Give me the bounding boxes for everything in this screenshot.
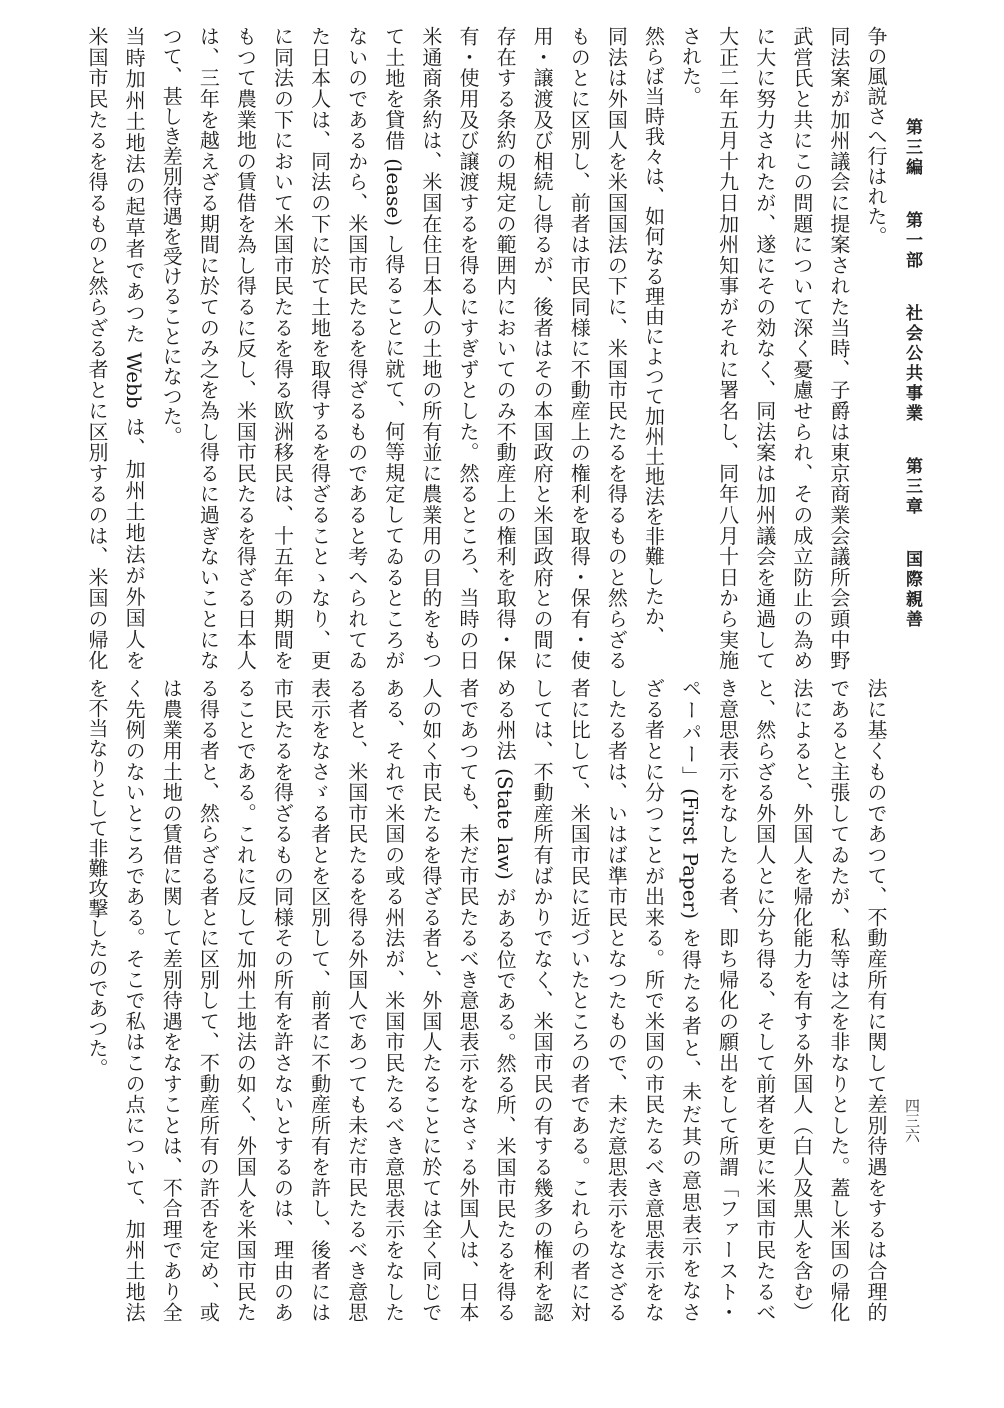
text-line: ものとに区別し、前者は市民同様に不動産上の権利を取得・保有・使 [567, 26, 592, 670]
header-chapter: 第三章 [902, 456, 922, 517]
text-line: は農業用土地の賃借に関して差別待遇をなすことは、不合理であり全 [159, 678, 184, 1322]
header-section: 第一部 [902, 210, 922, 271]
upper-text-block [77, 26, 894, 670]
text-line: 然らば当時我々は、如何なる理由によつて加州土地法を非難したか、 [641, 26, 666, 646]
text-line: 法に基くものであつて、不動産所有に関して差別待遇をするは合理的 [864, 678, 888, 1322]
text-line: もつて農業地の賃借を為し得るに反し、米国市民たるを得ざる日本人 [233, 26, 258, 670]
text-line: ないのであるから、米国市民たるを得ざるものであると考へられてゐ [344, 26, 369, 670]
text-line: したる者は、いはば準市民となつたもので、未だ意思表示をなさざる [604, 678, 629, 1322]
text-line: 法によると、外国人を帰化能力を有する外国人（白人及黒人を含む） [789, 678, 814, 1322]
text-line: 米通商条約は、米国在住日本人の土地の所有並に農業用の目的をもつ [418, 26, 443, 670]
text-line: に同法の下において米国市民たるを得る欧洲移民は、十五年の期間を [270, 26, 295, 670]
text-line: であると主張してゐたが、私等は之を非なりとした。蓋し米国の帰化 [826, 678, 851, 1322]
text-line: 大正二年五月十九日加州知事がそれに署名し、同年八月十日から実施 [715, 26, 740, 670]
text-line: める州法 (State law) がある位である。然る所、米国市民たるを得る [493, 678, 518, 1322]
text-line: 有・使用及び譲渡するを得るにすぎずとした。然るところ、当時の日 [455, 26, 480, 670]
text-line: ある、それで米国の或る州法が、米国市民たるべき意思表示をなした [381, 678, 406, 1322]
text-line: 者であつても、未だ市民たるべき意思表示をなさゞる外国人は、日本 [455, 678, 480, 1322]
text-line: 者に比して、米国市民に近づいたところの者である。これらの者に対 [567, 678, 592, 1322]
text-line: 市民たるを得ざるもの同様その所有を許さないとするのは、理由のあ [270, 678, 295, 1322]
text-line: る得る者と、然らざる者とに区別して、不動産所有の許否を定め、或 [196, 678, 221, 1322]
text-line: に大に努力されたが、遂にその効なく、同法案は加州議会を通過して [752, 26, 777, 670]
text-line: き意思表示をなしたる者、即ち帰化の願出をして所謂「ファースト・ [715, 678, 740, 1322]
text-line: は、三年を越えざる期間に於てのみ之を為し得るに過ぎないことにな [196, 26, 221, 670]
text-line: つて、甚しき差別待遇を受けることになつた。 [159, 26, 184, 446]
running-header [898, 118, 926, 654]
text-line: 同法は外国人を米国国法の下に、米国市民たるを得るものと然らざる [604, 26, 629, 670]
text-line: ざる者とに分つことが出来る。所で米国の市民たるべき意思表示をな [641, 678, 666, 1322]
text-line: と、然らざる外国人とに分ち得る、そして前者を更に米国市民たるべ [752, 678, 777, 1322]
text-line: 米国市民たるを得るものと然らざる者とに区別するのは、米国の帰化 [85, 26, 110, 670]
text-line: しては、不動産所有ばかりでなく、米国市民の有する幾多の権利を認 [530, 678, 555, 1322]
text-line: を不当なりとして非難攻撃したのであつた。 [85, 678, 110, 1078]
text-line: 用・譲渡及び相続し得るが、後者はその本国政府と米国政府との間に [530, 26, 555, 670]
header-subject: 社会公共事業 [902, 303, 922, 424]
text-line: 当時加州土地法の起草者であつた Webb は、加州土地法が外国人を [122, 26, 147, 670]
text-line: 存在する条約の規定の範囲内においてのみ不動産上の権利を取得・保 [493, 26, 518, 670]
text-line: 同法案が加州議会に提案された当時、子爵は東京商業会議所会頭中野 [826, 26, 851, 670]
text-line: た日本人は、同法の下に於て土地を取得するを得ざることゝなり、更 [307, 26, 332, 670]
lower-text-block [77, 678, 894, 1322]
text-line: された。 [678, 26, 703, 106]
text-line: 表示をなさゞる者とを区別して、前者に不動産所有を許し、後者には [307, 678, 332, 1322]
text-line: 武営氏と共にこの問題について深く憂慮せられ、その成立防止の為め [789, 26, 814, 670]
text-line: く先例のないところである。そこで私はこの点について、加州土地法 [122, 678, 147, 1322]
text-line: ペーパー」(First Paper) を得たる者と、未だ其の意思表示をなさ [678, 678, 703, 1322]
text-line: ることである。これに反して加州土地法の如く、外国人を米国市民た [233, 678, 258, 1322]
text-line: 人の如く市民たるを得ざる者と、外国人たることに於ては全く同じで [418, 678, 443, 1322]
text-line: 争の風説さへ行はれた。 [864, 26, 888, 246]
header-part: 第三編 [902, 118, 922, 178]
page-number: 四三六 [903, 1098, 921, 1143]
header-chapter-title: 国際親善 [902, 549, 922, 630]
text-line: る者と、米国市民たるを得る外国人であつても未だ市民たるべき意思 [344, 678, 369, 1322]
text-line: て土地を貸借 (lease) し得ることに就て、何等規定してゐるところが [381, 26, 406, 670]
